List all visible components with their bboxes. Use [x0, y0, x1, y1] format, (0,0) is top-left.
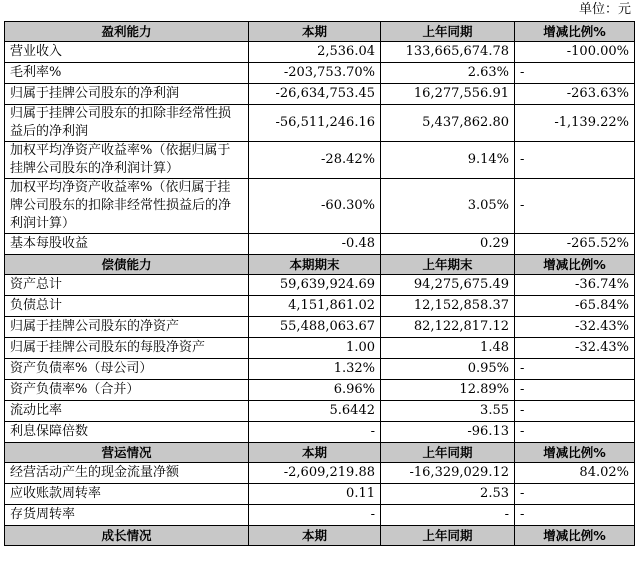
value-cell: -65.84% [515, 296, 635, 317]
header-cell: 本期 [249, 22, 381, 42]
row-label: 利息保障倍数 [5, 422, 249, 443]
row-label: 资产总计 [5, 275, 249, 296]
header-cell: 增减比例% [515, 526, 635, 546]
value-cell: 0.29 [381, 234, 515, 255]
value-cell: 133,665,674.78 [381, 42, 515, 63]
value-cell: - [515, 142, 635, 179]
value-cell: 55,488,063.67 [249, 317, 381, 338]
row-label: 负债总计 [5, 296, 249, 317]
row-label: 归属于挂牌公司股东的净资产 [5, 317, 249, 338]
value-cell: 4,151,861.02 [249, 296, 381, 317]
value-cell: -203,753.70% [249, 63, 381, 84]
row-label: 流动比率 [5, 401, 249, 422]
row-label: 归属于挂牌公司股东的净利润 [5, 84, 249, 105]
value-cell: 1.00 [249, 338, 381, 359]
row-label: 基本每股收益 [5, 234, 249, 255]
value-cell: -100.00% [515, 42, 635, 63]
value-cell: 1.32% [249, 359, 381, 380]
value-cell: -1,139.22% [515, 105, 635, 142]
row-label: 归属于挂牌公司股东的每股净资产 [5, 338, 249, 359]
header-cell: 本期 [249, 443, 381, 463]
value-cell: -28.42% [249, 142, 381, 179]
row-label: 应收账款周转率 [5, 484, 249, 505]
financial-summary-table [4, 21, 635, 546]
row-label: 经营活动产生的现金流量净额 [5, 463, 249, 484]
header-cell: 营运情况 [5, 443, 249, 463]
value-cell: -36.74% [515, 275, 635, 296]
header-cell: 本期期末 [249, 255, 381, 275]
row-label: 资产负债率%（母公司） [5, 359, 249, 380]
row-label: 存货周转率 [5, 505, 249, 526]
section-growth-header [5, 526, 635, 546]
value-cell: 0.11 [249, 484, 381, 505]
value-cell: -96.13 [381, 422, 515, 443]
value-cell: 12,152,858.37 [381, 296, 515, 317]
value-cell: -60.30% [249, 179, 381, 234]
table-row [5, 463, 635, 484]
table-row [5, 179, 635, 234]
header-cell: 偿债能力 [5, 255, 249, 275]
value-cell: 59,639,924.69 [249, 275, 381, 296]
value-cell: 5,437,862.80 [381, 105, 515, 142]
value-cell: -32.43% [515, 338, 635, 359]
value-cell: 0.95% [381, 359, 515, 380]
value-cell: 12.89% [381, 380, 515, 401]
value-cell: - [515, 422, 635, 443]
value-cell: - [515, 484, 635, 505]
table-row [5, 505, 635, 526]
value-cell: - [515, 179, 635, 234]
row-label: 加权平均净资产收益率%（依据归属于挂牌公司股东的净利润计算） [5, 142, 249, 179]
value-cell: - [515, 63, 635, 84]
value-cell: -263.63% [515, 84, 635, 105]
value-cell: 3.55 [381, 401, 515, 422]
table-row [5, 42, 635, 63]
header-cell: 本期 [249, 526, 381, 546]
table-row [5, 338, 635, 359]
row-label: 归属于挂牌公司股东的扣除非经常性损益后的净利润 [5, 105, 249, 142]
value-cell: 5.6442 [249, 401, 381, 422]
value-cell: - [381, 505, 515, 526]
table-row [5, 84, 635, 105]
value-cell: -2,609,219.88 [249, 463, 381, 484]
header-cell: 上年同期 [381, 443, 515, 463]
table-row [5, 401, 635, 422]
value-cell: 2.63% [381, 63, 515, 84]
value-cell: - [249, 422, 381, 443]
table-row [5, 63, 635, 84]
value-cell: -26,634,753.45 [249, 84, 381, 105]
header-cell: 成长情况 [5, 526, 249, 546]
table-row [5, 142, 635, 179]
value-cell: - [515, 401, 635, 422]
table-row [5, 317, 635, 338]
table-row [5, 296, 635, 317]
value-cell: -32.43% [515, 317, 635, 338]
table-row [5, 380, 635, 401]
value-cell: - [515, 359, 635, 380]
value-cell: 84.02% [515, 463, 635, 484]
section-solvency-header [5, 255, 635, 275]
header-cell: 上年期末 [381, 255, 515, 275]
unit-label: 单位：元 [578, 2, 631, 17]
value-cell: 82,122,817.12 [381, 317, 515, 338]
header-cell: 盈利能力 [5, 22, 249, 42]
table-row [5, 105, 635, 142]
value-cell: 1.48 [381, 338, 515, 359]
value-cell: 3.05% [381, 179, 515, 234]
value-cell: - [515, 505, 635, 526]
value-cell: 9.14% [381, 142, 515, 179]
header-cell: 增减比例% [515, 443, 635, 463]
value-cell: 2.53 [381, 484, 515, 505]
table-row [5, 484, 635, 505]
row-label: 营业收入 [5, 42, 249, 63]
table-row [5, 422, 635, 443]
header-cell: 上年同期 [381, 22, 515, 42]
header-cell: 增减比例% [515, 255, 635, 275]
value-cell: - [249, 505, 381, 526]
value-cell: 16,277,556.91 [381, 84, 515, 105]
section-operations-header [5, 443, 635, 463]
value-cell: - [515, 380, 635, 401]
header-cell: 上年同期 [381, 526, 515, 546]
table-row [5, 234, 635, 255]
value-cell: 94,275,675.49 [381, 275, 515, 296]
row-label: 资产负债率%（合并） [5, 380, 249, 401]
value-cell: 2,536.04 [249, 42, 381, 63]
table-row [5, 359, 635, 380]
value-cell: -16,329,029.12 [381, 463, 515, 484]
value-cell: 6.96% [249, 380, 381, 401]
row-label: 加权平均净资产收益率%（依归属于挂牌公司股东的扣除非经常性损益后的净利润计算） [5, 179, 249, 234]
value-cell: -0.48 [249, 234, 381, 255]
value-cell: -265.52% [515, 234, 635, 255]
header-cell: 增减比例% [515, 22, 635, 42]
section-profitability-header [5, 22, 635, 42]
table-row [5, 275, 635, 296]
row-label: 毛利率% [5, 63, 249, 84]
value-cell: -56,511,246.16 [249, 105, 381, 142]
